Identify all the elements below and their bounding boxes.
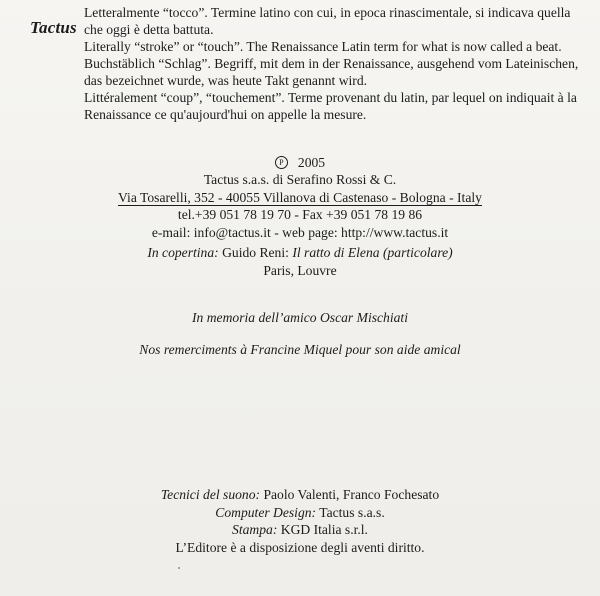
print-label: Stampa: (232, 522, 278, 537)
publisher-info (0, 152, 600, 241)
sound-value: Paolo Valenti, Franco Fochesato (263, 487, 440, 502)
publisher-company: Tactus s.a.s. di Serafino Rossi & C. (203, 172, 397, 188)
address-underline (118, 205, 482, 206)
gloss-german: Buchstäblich “Schlag”. Begriff, mit dem in der Renaissance, ausgehend vom Lateinischen, das bezeichnet wurde, was heute Takt genannt wird. (84, 56, 579, 88)
gloss-french: Littéralement “coup”, “touchement”. Terme provenant du latin, par lequel on indiquait à la Renaissance ce qu'aujourd'hui on appelle la mesure. (84, 90, 577, 122)
cover-location: Paris, Louvre (263, 262, 337, 278)
cover-title: Il ratto di Elena (particolare) (292, 245, 453, 260)
publisher-phone-fax: tel.+39 051 78 19 70 - Fax +39 051 78 19 86 (177, 207, 423, 223)
cover-credit (0, 244, 600, 279)
acknowledgement: Nos remerciments à Francine Miquel pour son aide amical (139, 342, 461, 357)
cover-artist: Guido Reni: (222, 245, 289, 260)
speck-mark (178, 567, 180, 569)
publisher-email-web: e-mail: info@tactus.it - web page: http://www.tactus.it (151, 224, 449, 240)
production-credits (0, 486, 600, 556)
phonogram-symbol: P (275, 156, 288, 169)
publisher-address: Via Tosarelli, 352 - 40055 Villanova di Castenaso - Bologna - Italy (118, 189, 482, 205)
design-label: Computer Design: (215, 504, 317, 520)
gloss-italian: Letteralmente “tocco”. Termine latino con cui, in epoca rinascimentale, si indicava quella che oggi è detta battuta. (84, 5, 571, 37)
design-value: Tactus s.a.s. (319, 504, 385, 520)
copyright-year: 2005 (297, 154, 326, 170)
cover-label: In copertina: (147, 245, 219, 260)
rights-notice: L’Editore è a disposizione degli aventi diritto. (175, 539, 425, 555)
print-value: KGD Italia s.r.l. (280, 522, 368, 537)
gloss-english: Literally “stroke” or “touch”. The Renaissance Latin term for what is now called a beat. (84, 39, 562, 54)
brand-label: Tactus (30, 18, 77, 37)
term-glossary (84, 4, 589, 123)
dedication: In memoria dell’amico Oscar Mischiati (192, 310, 408, 325)
sound-label: Tecnici del suono: (160, 487, 261, 502)
